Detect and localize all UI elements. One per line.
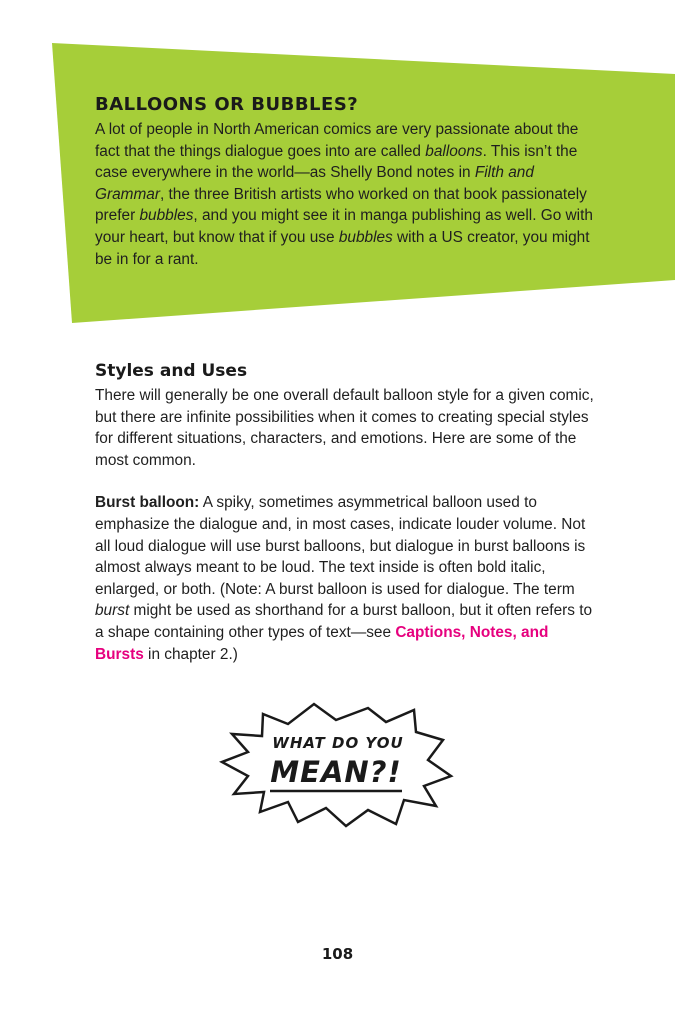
burst-balloon-term: Burst balloon:: [95, 494, 200, 512]
burst-balloon-paragraph: [95, 492, 595, 665]
burst-balloon-graphic: [218, 702, 454, 828]
paragraph-text-run: might be used as shorthand for a burst balloon, but it often refers to a shape containing other types of text—see: [95, 602, 593, 641]
burst-balloon-illustration: [218, 702, 454, 828]
sidebar-text-run: A lot of people in North American comics are very passionate about the fact that the things dialogue goes into are called: [95, 121, 579, 160]
sidebar-text-run: . This isn’t the case everywhere in the world—as Shelly Bond notes in: [95, 142, 578, 182]
paragraph-text-run: A spiky, sometimes asymmetrical balloon used to emphasize the dialogue and, in most cases, indicate louder volume. Not all loud dialogue will use burst balloons, but dialogue in burst balloons is almost always meant to be loud. The text inside is often bold italic, enlarged, or both. (Note: A burst balloon is used for dialogue. The term: [95, 494, 586, 598]
sidebar-text-italic: balloons: [425, 142, 483, 160]
cross-reference-link[interactable]: Captions, Notes, and Bursts: [95, 623, 549, 663]
sidebar-text-italic: Filth and Grammar: [95, 164, 534, 203]
paragraph-text-italic: burst: [95, 602, 130, 620]
paragraph-gap: [95, 471, 595, 492]
sidebar-text-run: with a US creator, you might be in for a rant.: [95, 228, 590, 268]
sidebar: [95, 94, 595, 270]
section-heading: Styles and Uses: [95, 361, 248, 381]
burst-balloon-line1: WHAT DO YOU: [272, 734, 404, 752]
sidebar-text-run: , the three British artists who worked on that book passionately prefer: [95, 185, 587, 225]
section-intro: There will generally be one overall default balloon style for a given comic, but there are infinite possibilities when it comes to creating special styles for different situations, characters, and emotions. Here are some of the most common.: [95, 387, 594, 469]
sidebar-text-italic: bubbles: [338, 228, 393, 246]
sidebar-text-run: , and you might see it in manga publishing as well. Go with your heart, but know that if you use: [95, 207, 593, 246]
burst-balloon-line2: MEAN?!: [270, 755, 402, 789]
paragraph-text-run: in chapter 2.): [143, 645, 238, 663]
sidebar-text: [95, 119, 595, 270]
sidebar-text-italic: bubbles: [139, 207, 194, 225]
page-number: 108: [321, 945, 354, 963]
sidebar-title: BALLOONS OR BUBBLES?: [95, 94, 359, 115]
styles-and-uses-section: [95, 360, 595, 665]
